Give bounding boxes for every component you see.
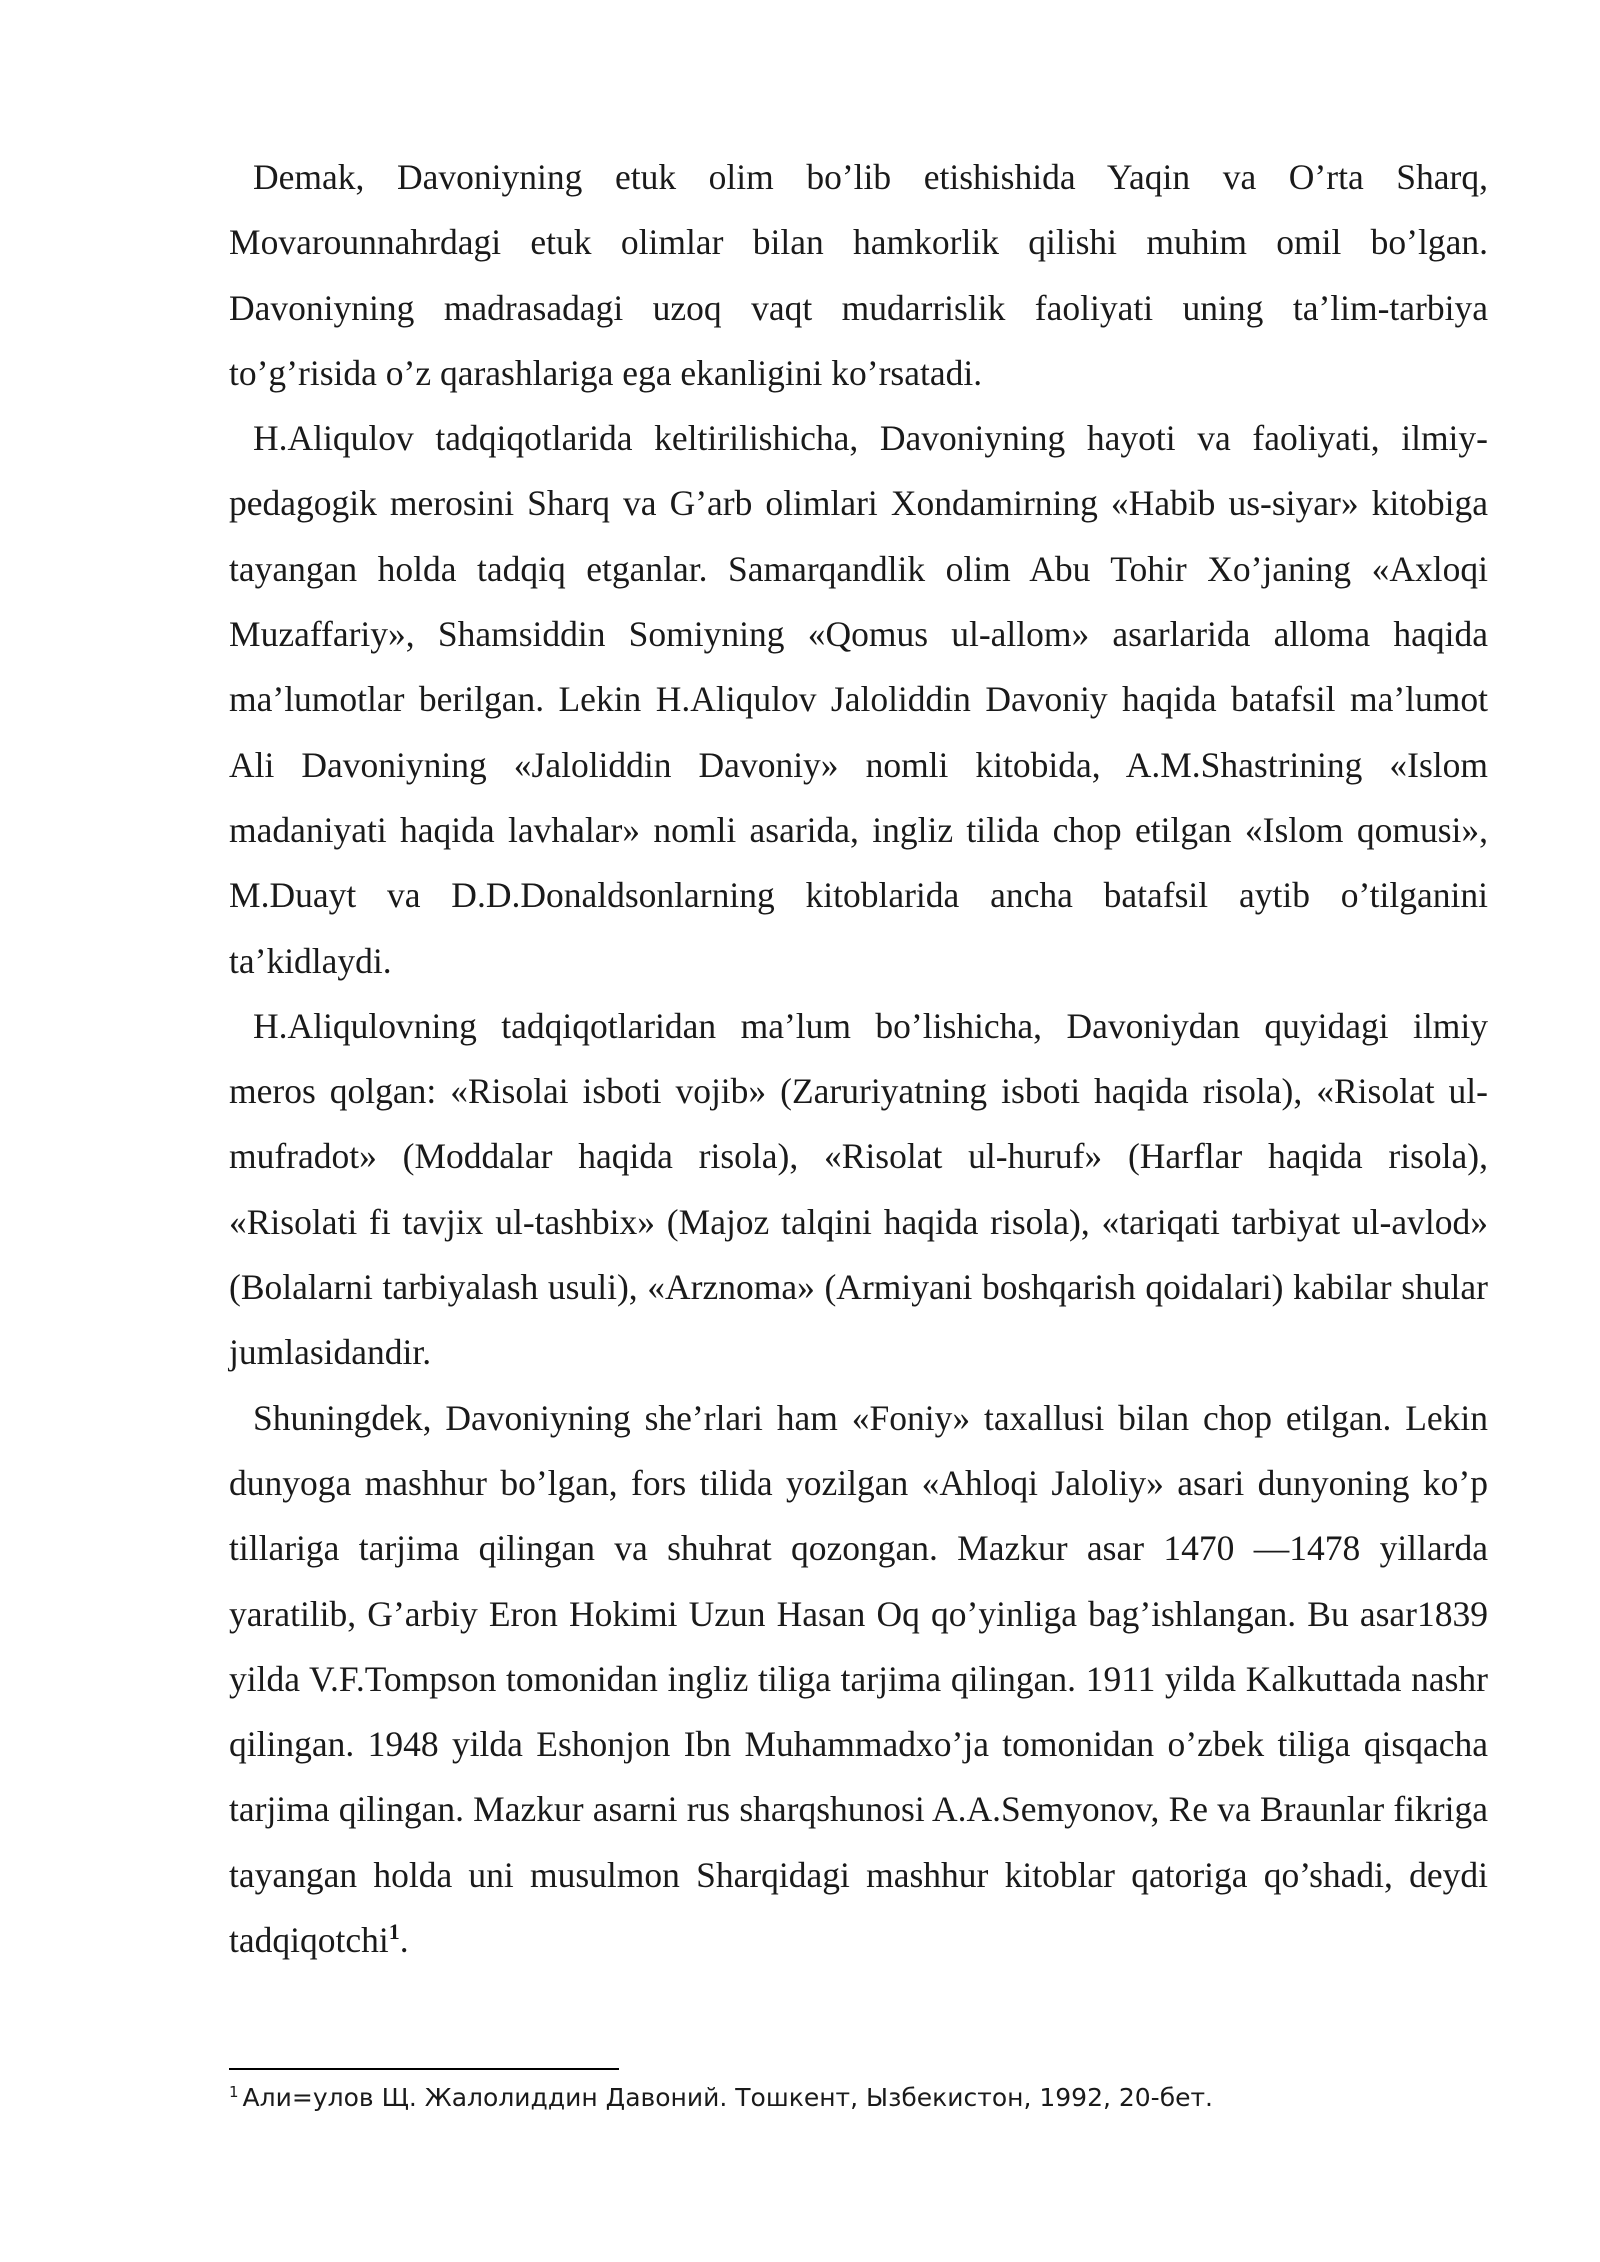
- paragraph-1: Demak, Davoniyning etuk olim bo’lib etishishida Yaqin va O’rta Sharq, Movarounnahrdagi etuk olimlar bilan hamkorlik qilishi muhim omil bo’lgan. Davoniyning madrasadagi uzoq vaqt mudarrislik faoliyati uning ta’lim-tarbiya to’g’risida o’z qarashlariga ega ekanligini ko’rsatadi.: [229, 157, 1488, 393]
- paragraph-2: H.Aliqulov tadqiqotlarida keltirilishicha, Davoniyning hayoti va faoliyati, ilmiy-pedagogik merosini Sharq va G’arb olimlari Xondamirning «Habib us-siyar» kitobiga tayangan holda tadqiq etganlar. Samarqandlik olim Abu Tohir Xo’janing «Axloqi Muzaffariy», Shamsiddin Somiyning «Qomus ul-allom» asarlarida alloma haqida ma’lumotlar berilgan. Lekin H.Aliqulov Jaloliddin Davoniy haqida batafsil ma’lumot Ali Davoniyning «Jaloliddin Davoniy» nomli kitobida, A.M.Shastrining «Islom madaniyati haqida lavhalar» nomli asarida, ingliz tilida chop etilgan «Islom qomusi», M.Duayt va D.D.Donaldsonlarning kitoblarida ancha batafsil aytib o’tilganini ta’kidlaydi.: [229, 418, 1488, 981]
- footnote-text: Али=улов Щ. Жалолиддин Давоний. Тошкент, Ызбекистон, 1992, 20-бет.: [242, 2083, 1214, 2112]
- paragraph-4-end: .: [399, 1920, 409, 1961]
- footnote: [229, 2080, 1488, 2116]
- paragraph-4-text: Shuningdek, Davoniyning she’rlari ham «Foniy» taxallusi bilan chop etilgan. Lekin dunyoga mashhur bo’lgan, fors tilida yozilgan «Ahloqi Jaloliy» asari dunyoning ko’p tillariga tarjima qilingan va shuhrat qozongan. Mazkur asar 1470 —1478 yillarda yaratilib, G’arbiy Eron Hokimi Uzun Hasan Oq qo’yinliga bag’ishlangan. Bu asar1839 yilda V.F.Tompson tomonidan ingliz tiliga tarjima qilingan. 1911 yilda Kalkuttada nashr qilingan. 1948 yilda Eshonjon Ibn Muhammadxo’ja tomonidan o’zbek tiliga qisqacha tarjima qilingan. Mazkur asarni rus sharqshunosi A.A.Semyonov, Re va Braunlar fikriga tayangan holda uni musulmon Sharqidagi mashhur kitoblar qatoriga qo’shadi, deydi tadqiqotchi: [229, 1397, 1488, 1961]
- paragraph-4: [229, 1386, 1488, 1974]
- footnote-mark: 1: [229, 2083, 239, 2101]
- footnote-reference: 1: [388, 1919, 400, 1945]
- body-text: [229, 145, 1488, 1973]
- paragraph-3: H.Aliqulovning tadqiqotlaridan ma’lum bo’lishicha, Davoniydan quyidagi ilmiy meros qolgan: «Risolai isboti vojib» (Zaruriyatning isboti haqida risola), «Risolat ul-mufradot» (Moddalar haqida risola), «Risolat ul-huruf» (Harflar haqida risola), «Risolati fi tavjix ul-tashbix» (Majoz talqini haqida risola), «tariqati tarbiyat ul-avlod» (Bolalarni tarbiyalash usuli), «Arznoma» (Armiyani boshqarish qoidalari) kabilar shular jumlasidandir.: [229, 1005, 1488, 1373]
- footnote-divider: [229, 2068, 619, 2070]
